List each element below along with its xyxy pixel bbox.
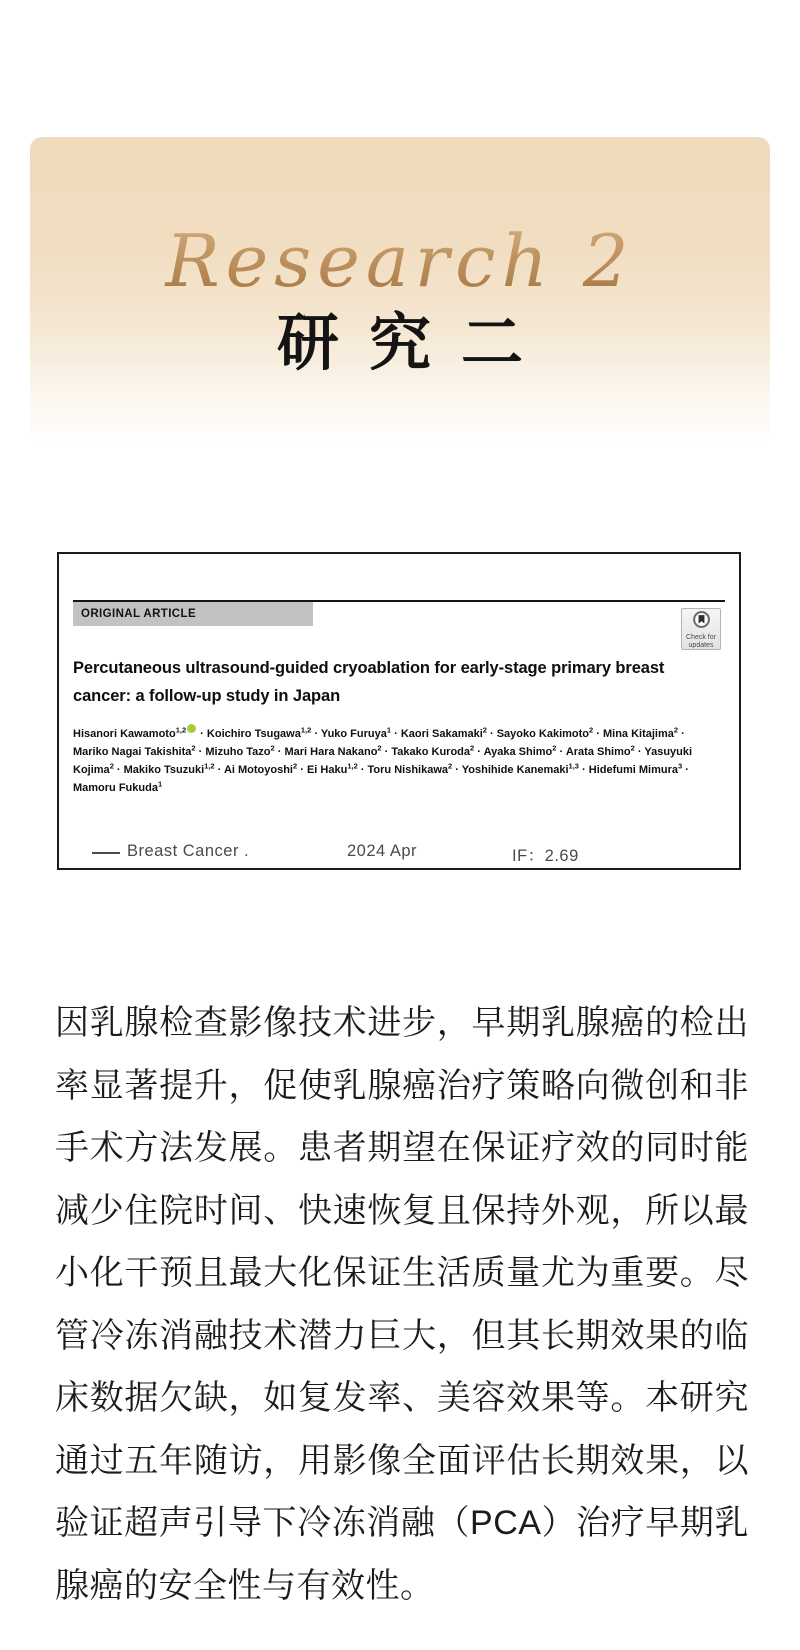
author-separator: · (113, 764, 124, 776)
badge-text-line1: Check for (686, 634, 716, 641)
author: Yoshihide Kanemaki$^{1,3}$ (461, 761, 579, 776)
author: Mina Kitajima$^2$ (602, 725, 679, 740)
author-separator: · (391, 728, 401, 740)
author: Mariko Nagai Takishita$^2$ (73, 743, 196, 758)
author-separator: · (486, 728, 497, 740)
author-separator: · (357, 764, 368, 776)
author: Ei Haku$^{1,2}$ (306, 761, 358, 776)
author: Arata Shimo$^2$ (565, 743, 635, 758)
author: Mizuho Tazo$^2$ (205, 743, 275, 758)
author: Mamoru Fukuda$^1$ (73, 779, 163, 794)
author: Yuko Furuya$^1$ (320, 725, 392, 740)
author: Yasuyuki Kojima$^2$ (73, 746, 693, 776)
author: Takako Kuroda$^2$ (391, 743, 475, 758)
author: Mari Hara Nakano$^2$ (284, 743, 382, 758)
author: Hidefumi Mimura$^3$ (588, 761, 683, 776)
check-for-updates-badge[interactable] (681, 608, 721, 650)
summary-paragraph: 因乳腺检查影像技术进步，早期乳腺癌的检出率显著提升，促使乳腺癌治疗策略向微创和非手术方法发展。患者期望在保证疗效的同时能减少住院时间、快速恢复且保持外观，所以最小化干预且最大化保证生活质量尤为重要。尽管冷冻消融技术潜力巨大，但其长期效果的临床数据欠缺，如复发率、美容效果等。本研究通过五年随访，用影像全面评估长期效果，以验证超声引导下冷冻消融（PCA）治疗早期乳腺癌的安全性与有效性。 (55, 1004, 749, 1605)
author-separator: · (452, 764, 462, 776)
journal-name: Breast Cancer . (127, 842, 250, 860)
author: Makiko Tsuzuki$^{1,2}$ (123, 761, 215, 776)
orcid-icon[interactable] (187, 724, 196, 733)
research-zh-title: 研究二 (276, 310, 553, 378)
paper-citation-card (57, 552, 741, 870)
impact-factor-label: IF： (512, 847, 545, 865)
paper-title: Percutaneous ultrasound-guided cryoablation for early-stage primary breast cancer: a follow-up study in Japan (73, 659, 665, 705)
author-separator: · (274, 746, 285, 758)
author-separator: · (593, 728, 603, 740)
journal-meta-row (59, 842, 739, 866)
author: Toru Nishikawa$^2$ (367, 761, 453, 776)
author-separator: · (682, 764, 689, 776)
author: Ai Motoyoshi$^2$ (223, 761, 298, 776)
header-banner (30, 137, 770, 445)
crossmark-bookmark-icon (692, 616, 711, 633)
impact-factor (512, 842, 579, 866)
author-separator: · (634, 746, 645, 758)
author-separator: · (381, 746, 392, 758)
author-list (73, 724, 723, 797)
author: Hisanori Kawamoto$^{1,2}$ (73, 728, 197, 740)
author: Koichiro Tsugawa$^{1,2}$ (206, 725, 312, 740)
dash-icon (92, 852, 120, 854)
author: Sayoko Kakimoto$^2$ (496, 725, 594, 740)
author-separator: · (197, 728, 207, 740)
author-separator: · (556, 746, 566, 758)
author-separator: · (578, 764, 589, 776)
section-label: ORIGINAL ARTICLE (73, 602, 313, 626)
author-separator: · (214, 764, 224, 776)
publish-date: 2024 Apr (347, 842, 418, 860)
impact-factor-value: 2.69 (544, 847, 579, 865)
author-separator: · (195, 746, 206, 758)
author-separator: · (474, 746, 484, 758)
author: Ayaka Shimo$^2$ (483, 743, 557, 758)
research-script-title: Research 2 (30, 225, 770, 297)
author-separator: · (678, 728, 685, 740)
badge-text-line2: updates (688, 642, 714, 649)
author-separator: · (297, 764, 307, 776)
author: Kaori Sakamaki$^2$ (400, 725, 487, 740)
author-separator: · (311, 728, 321, 740)
